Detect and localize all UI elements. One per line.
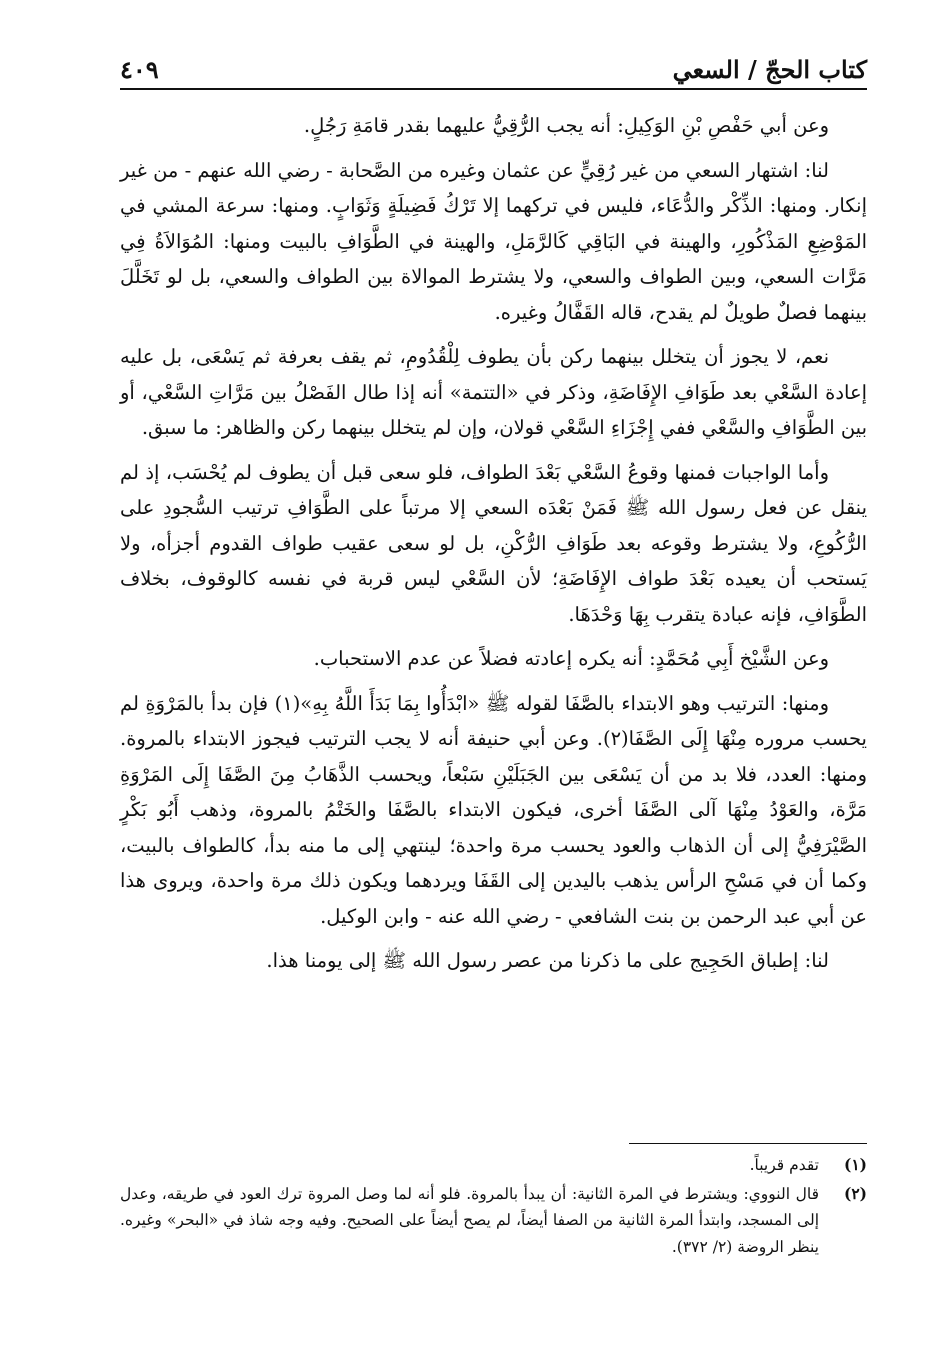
footnote <box>120 1181 867 1261</box>
footnote-text: تقدم قريباً. <box>749 1156 819 1174</box>
page-header <box>120 48 867 90</box>
running-title: كتاب الحجّ / السعي <box>672 55 867 84</box>
footnote-text: قال النووي: ويشترط في المرة الثانية: أن يبدأ بالمروة. فلو أنه لما وصل المروة ترك العود في طريقه، وعدل إلى المسجد، وابتدأ المرة الثانية من الصفا أيضاً، لم يصح أيضاً على الصحيح. وفيه وجه شاذ في «البحر» وغيره. ينظر الروضة (٢/ ٣٧٢). <box>120 1184 819 1256</box>
page-number: ٤٠٩ <box>120 55 159 84</box>
paragraph: ومنها: الترتيب وهو الابتداء بالصَّفَا لقوله ﷺ «ابْدَأُوا بِمَا بَدَأَ اللَّهُ بِهِ»(١) فإن بدأ بالمَرْوَةِ لم يحسب مروره مِنْهَا إِلَى الصَّفَا(٢). وعن أبي حنيفة أنه لا يجب الترتيب فيجوز الابتداء بالمروة. ومنها: العدد، فلا بد من أن يَسْعَى بين الجَبَلَيْنِ سَبْعاً، ويحسب الذَّهَابُ مِنَ الصَّفَا إِلَى المَرْوَةِ مَرَّة، والعَوْدُ مِنْهَا آلى الصَّفَا أخرى، فيكون الابتداء بالصَّفَا والخَتْمُ بالمروة، وذهب أَبُو بَكْرٍ الصَّيْرَفِيُّ إلى أن الذهاب والعود يحسب مرة واحدة؛ لينتهي إلى ما منه بدأ، كالطواف بالبيت، وكما أن في مَسْحِ الرأس يذهب باليدين إلى القَفَا ويردهما ويكون ذلك مرة واحدة، ويروى هذا عن أبي عبد الرحمن بن بنت الشافعي - رضي الله عنه - وابن الوكيل. <box>120 691 867 928</box>
footnote-marker: (٢) <box>843 1183 867 1203</box>
footnote-marker: (١) <box>843 1155 867 1174</box>
paragraph: لنا: اشتهار السعي من غير رُقِيٍّ عن عثمان وغيره من الصَّحابة - رضي الله عنهم - من غير إنكار. ومنها: الذِّكْر والدُّعَاء، فليس في تركهما إلا تَرْكُ فَضِيلَةٍ وَثَوَابٍ. ومنها: سرعة المشي في المَوْضِعِ المَذْكُورِ، والهينة في البَاقِي كَالرَّمَلِ، والهينة في الطَّوَافِ بالبيت ومنها: المُوَالاَةُ فِي مَرَّات السعي، وبين الطواف والسعي، ولا يشترط الموالاة بين الطواف والسعي، بل لو تَخَلَّلَ بينهما فصلٌ طويلٌ لم يقدح، قاله القَفَّالُ وغيره. <box>120 158 867 324</box>
footnote <box>120 1152 867 1179</box>
paragraph: نعم، لا يجوز أن يتخلل بينهما ركن بأن يطوف لِلْقُدُومِ، ثم يقف بعرفة ثم يَسْعَى، بل عليه إعادة السَّعْي بعد طَوَافِ الإِفَاضَةِ، وذكر في «التتمة» أنه إذا طال الفَصْلُ بين مَرَّاتِ السَّعْي، أو بين الطَّوَافِ والسَّعْي ففي إِجْزَاءِ السَّعْي قولان، وإن لم يتخلل بينهما ركن والظاهر: ما سبق. <box>120 345 867 439</box>
main-text <box>120 108 867 988</box>
footnote-divider <box>629 1143 867 1144</box>
paragraph: وأما الواجبات فمنها وقوعُ السَّعْي بَعْدَ الطواف، فلو سعى قبل أن يطوف لم يُحْسَب، إذ لم ينقل عن فعل رسول الله ﷺ فَمَنْ بَعْدَه السعي إلا مرتباً على الطَّوَافِ ترتيب السُّجودِ على الرُّكُوعِ، ولا يشترط وقوعه بعد طَوَافِ الرُّكْنِ، بل لو سعى عقيب طواف القدوم أجزأه، ولا يَستحب أن يعيده بَعْدَ طواف الإِفَاضَةِ؛ لأن السَّعْي ليس قربة في نفسه كالوقوف، بخلاف الطَّوَافِ، فإنه عبادة يتقرب بِهَا وَحْدَهَا. <box>120 460 867 626</box>
footnotes <box>120 1152 867 1262</box>
paragraph: لنا: إطباق الحَجِيج على ما ذكرنا من عصر رسول الله ﷺ إلى يومنا هذا. <box>266 949 829 972</box>
paragraph: وعن أبي حَفْصِ بْنِ الوَكِيلِ: أنه يجب الرُّقِيُّ عليهما بقدر قامَةِ رَجُلٍ. <box>303 114 829 137</box>
paragraph: وعن الشَّيْخ أَبِي مُحَمَّدٍ: أنه يكره إعادته فضلاً عن عدم الاستحباب. <box>313 647 829 670</box>
